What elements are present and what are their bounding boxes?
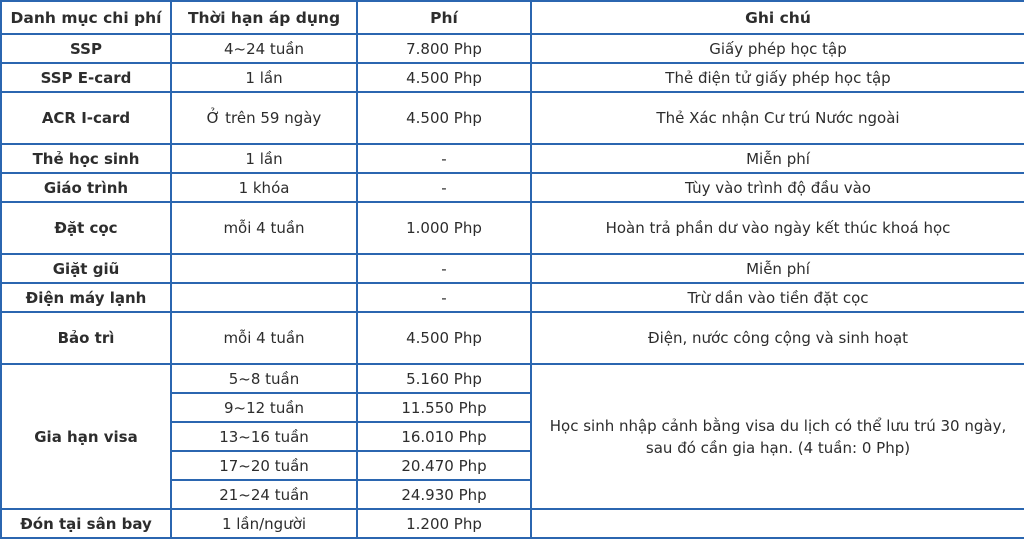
duration-cell: 4~24 tuần (171, 34, 357, 63)
fee-cell: - (357, 173, 531, 202)
table-row (1, 254, 1024, 283)
visa-fee-cell: 5.160 Php (357, 364, 531, 393)
fee-cell: 4.500 Php (357, 63, 531, 92)
visa-duration-cell: 13~16 tuần (171, 422, 357, 451)
note-cell: Miễn phí (531, 144, 1024, 173)
note-cell: Hoàn trả phần dư vào ngày kết thúc khoá học (531, 202, 1024, 254)
table-row (1, 202, 1024, 254)
table-row (1, 144, 1024, 173)
duration-cell: mỗi 4 tuần (171, 202, 357, 254)
visa-row (1, 364, 1024, 393)
visa-duration-cell: 17~20 tuần (171, 451, 357, 480)
visa-duration-cell: 5~8 tuần (171, 364, 357, 393)
fee-cell: 4.500 Php (357, 312, 531, 364)
header-note: Ghi chú (531, 1, 1024, 34)
duration-cell: 1 lần (171, 63, 357, 92)
fee-cell: 4.500 Php (357, 92, 531, 144)
visa-note-line: Học sinh nhập cảnh bằng visa du lịch có thể lưu trú 30 ngày, (549, 416, 1007, 435)
visa-note-cell (531, 364, 1024, 509)
category-cell: Giặt giũ (1, 254, 171, 283)
visa-duration-cell: 9~12 tuần (171, 393, 357, 422)
table-row (1, 92, 1024, 144)
fee-cell: - (357, 144, 531, 173)
note-cell: Thẻ điện tử giấy phép học tập (531, 63, 1024, 92)
duration-cell: Ở trên 59 ngày (171, 92, 357, 144)
fee-cell: 1.000 Php (357, 202, 531, 254)
fee-cell: - (357, 283, 531, 312)
visa-fee-cell: 20.470 Php (357, 451, 531, 480)
note-cell: Thẻ Xác nhận Cư trú Nước ngoài (531, 92, 1024, 144)
category-cell: Bảo trì (1, 312, 171, 364)
visa-fee-cell: 11.550 Php (357, 393, 531, 422)
header-fee: Phí (357, 1, 531, 34)
table-row (1, 63, 1024, 92)
duration-cell (171, 283, 357, 312)
note-cell: Điện, nước công cộng và sinh hoạt (531, 312, 1024, 364)
note-cell: Trừ dần vào tiền đặt cọc (531, 283, 1024, 312)
note-cell: Miễn phí (531, 254, 1024, 283)
visa-note-line: sau đó cần gia hạn. (4 tuần: 0 Php) (645, 438, 911, 457)
duration-cell: 1 lần (171, 144, 357, 173)
fee-cell: 7.800 Php (357, 34, 531, 63)
header-row (1, 1, 1024, 34)
fee-cell: - (357, 254, 531, 283)
category-cell: SSP (1, 34, 171, 63)
duration-cell: mỗi 4 tuần (171, 312, 357, 364)
visa-category-cell: Gia hạn visa (1, 364, 171, 509)
duration-cell: 1 lần/người (171, 509, 357, 538)
header-duration: Thời hạn áp dụng (171, 1, 357, 34)
duration-cell (171, 254, 357, 283)
visa-duration-cell: 21~24 tuần (171, 480, 357, 509)
note-cell: Tùy vào trình độ đầu vào (531, 173, 1024, 202)
table-row (1, 312, 1024, 364)
category-cell: ACR I-card (1, 92, 171, 144)
category-cell: Giáo trình (1, 173, 171, 202)
table-row (1, 509, 1024, 538)
fee-cell: 1.200 Php (357, 509, 531, 538)
duration-cell: 1 khóa (171, 173, 357, 202)
note-cell: Giấy phép học tập (531, 34, 1024, 63)
table-row (1, 283, 1024, 312)
table-row (1, 34, 1024, 63)
category-cell: Thẻ học sinh (1, 144, 171, 173)
note-cell (531, 509, 1024, 538)
visa-fee-cell: 24.930 Php (357, 480, 531, 509)
category-cell: Điện máy lạnh (1, 283, 171, 312)
category-cell: SSP E-card (1, 63, 171, 92)
category-cell: Đặt cọc (1, 202, 171, 254)
category-cell: Đón tại sân bay (1, 509, 171, 538)
header-category: Danh mục chi phí (1, 1, 171, 34)
table-row (1, 173, 1024, 202)
visa-fee-cell: 16.010 Php (357, 422, 531, 451)
